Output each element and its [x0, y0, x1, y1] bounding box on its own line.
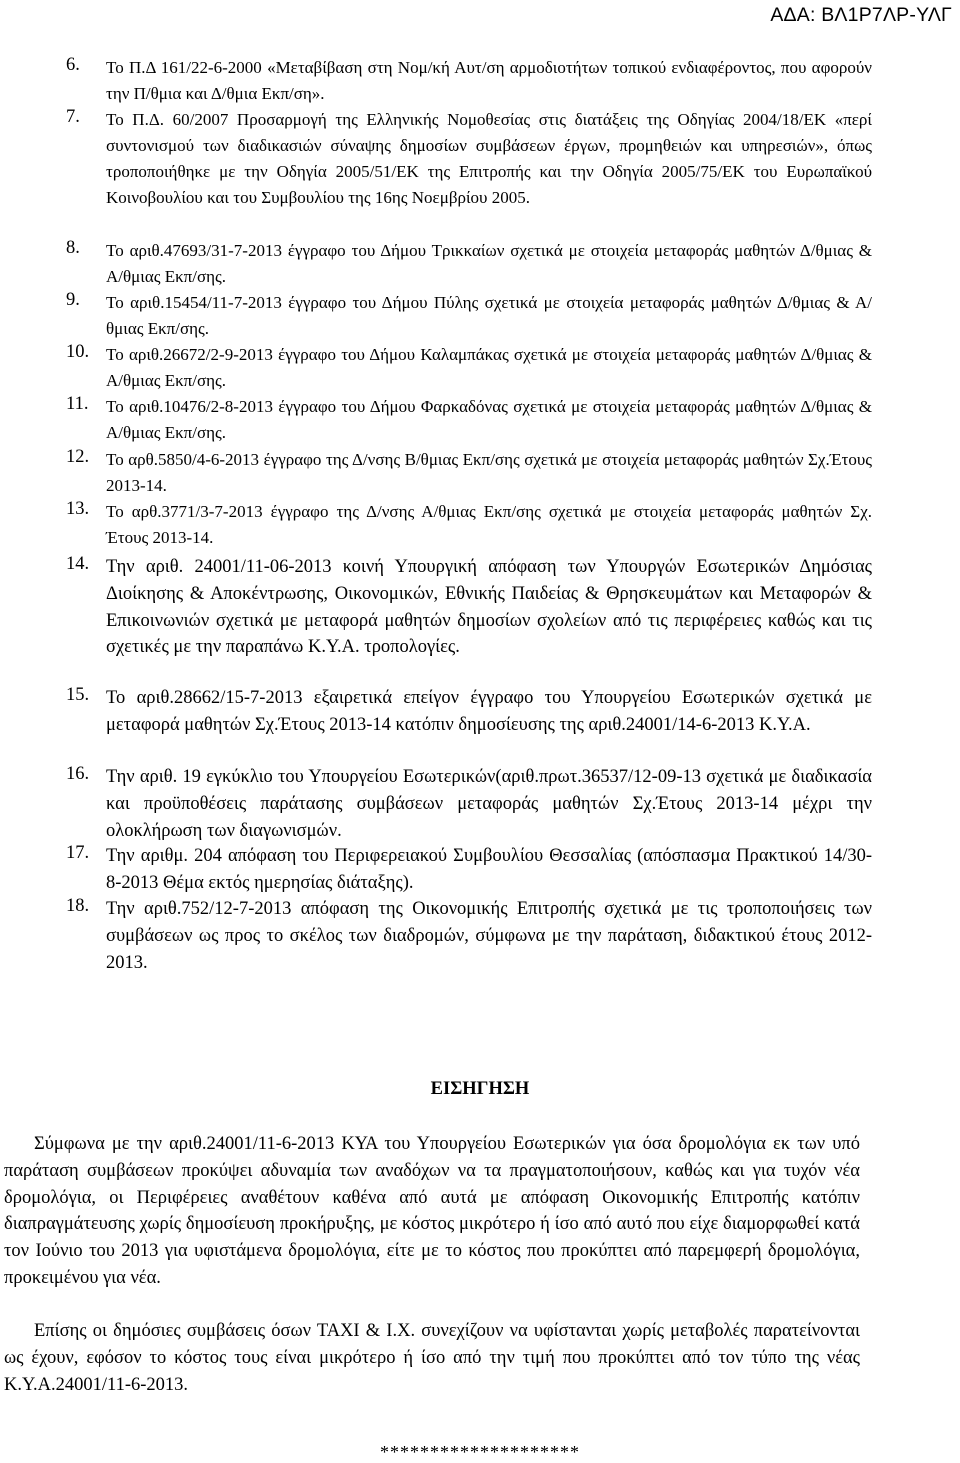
list-item — [66, 447, 872, 499]
item-number: 15. — [66, 685, 90, 705]
list-item — [66, 499, 872, 551]
item-text: Το αριθ.15454/11-7-2013 έγγραφο του Δήμου Πύλης σχετικά με στοιχεία μεταφοράς μαθητών Δ/θμιας & Α/θμιας Εκπ/σης. — [106, 293, 872, 338]
item-number: 16. — [66, 764, 90, 784]
item-text: Το Π.Δ 161/22-6-2000 «Μεταβίβαση στη Νομ/κή Αυτ/ση αρμοδιοτήτων τοπικού ενδιαφέροντος, που αφορούν την Π/θμια και Δ/θμια Εκπ/ση». — [106, 58, 872, 103]
list-item — [66, 554, 872, 661]
item-text: Το αριθ.10476/2-8-2013 έγγραφο του Δήμου Φαρκαδόνας σχετικά με στοιχεία μεταφοράς μαθητών Δ/θμιας & Α/θμιας Εκπ/σης. — [106, 397, 872, 442]
item-text: Την αριθμ. 204 απόφαση του Περιφερειακού Συμβουλίου Θεσσαλίας (απόσπασμα Πρακτικού 14/30-8-2013 Θέμα εκτός ημερησίας διάταξης). — [106, 846, 872, 893]
item-text: Την αριθ. 24001/11-06-2013 κοινή Υπουργική απόφαση των Υπουργών Εσωτερικών Δημόσιας Διοίκησης & Αποκέντρωσης, Οικονομικών, Εθνικής Παιδείας & Θρησκευμάτων και Μεταφορών & Επικοινωνιών σχετικά με μεταφορά μαθητών δημοσίων σχολείων από τις περιφέρειες καθώς και τις σχετικές με την παραπάνω Κ.Υ.Α. τροπολογίες. — [106, 557, 872, 658]
item-text: Το αριθ.28662/15-7-2013 εξαιρετικά επείγον έγγραφο του Υπουργείου Εσωτερικών σχετικά με μεταφορά μαθητών Σχ.Έτους 2013-14 κατόπιν δημοσίευσης της αριθ.24001/14-6-2013 Κ.Υ.Α. — [106, 688, 872, 735]
item-number: 7. — [66, 107, 80, 127]
item-text: Το αρθ.3771/3-7-2013 έγγραφο της Δ/νσης Α/θμιας Εκπ/σης σχετικά με στοιχεία μεταφοράς μαθητών Σχ. Έτους 2013-14. — [106, 502, 872, 547]
list-item — [66, 290, 872, 342]
item-number: 18. — [66, 896, 90, 916]
list-item — [66, 394, 872, 446]
paragraph: Σύμφωνα με την αριθ.24001/11-6-2013 ΚΥΑ του Υπουργείου Εσωτερικών για όσα δρομολόγια εκ των υπό παράταση συμβάσεων προκύψει αδυναμία των αναδόχων να τα πραγματοποιήσουν, καθώς και για τυχόν νέα δρομολόγια, οι Περιφέρειες αναθέτουν καθένα από αυτά με απόφαση Οικονομικής Επιτροπής κατόπιν διαπραγμάτευσης χωρίς δημοσίευση προκήρυξης, με κόστος μικρότερο ή ίσο από αυτό που είχε διαμορφωθεί κατά τον Ιούνιο του 2013 για υφιστάμενα δρομολόγια, είτε με το κόστος που προκύπτει από παρεμφερή δρομολόγια, προκειμένου για νέα. — [4, 1134, 860, 1288]
item-number: 6. — [66, 55, 80, 75]
list-item — [66, 342, 872, 394]
item-number: 9. — [66, 290, 80, 310]
item-text: Το αριθ.26672/2-9-2013 έγγραφο του Δήμου Καλαμπάκας σχετικά με στοιχεία μεταφοράς μαθητών Δ/θμιας & Α/θμιας Εκπ/σης. — [106, 345, 872, 390]
item-text: Το αριθ.47693/31-7-2013 έγγραφο του Δήμου Τρικκαίων σχετικά με στοιχεία μεταφοράς μαθητών Δ/θμιας & Α/θμιας Εκπ/σης. — [106, 241, 872, 286]
item-text: Την αριθ. 19 εγκύκλιο του Υπουργείου Εσωτερικών(αριθ.πρωτ.36537/12-09-13 σχετικά με διαδικασία και προϋποθέσεις παράτασης συμβάσεων μεταφοράς μαθητών Σχ.Έτους 2013-14 μέχρι την ολοκλήρωση των διαγωνισμών. — [106, 767, 872, 841]
list-item — [66, 843, 872, 897]
item-text: Το αρθ.5850/4-6-2013 έγγραφο της Δ/νσης Β/θμιας Εκπ/σης σχετικά με στοιχεία μεταφοράς μαθητών Σχ.Έτους 2013-14. — [106, 450, 872, 495]
item-number: 12. — [66, 447, 90, 467]
item-number: 17. — [66, 843, 90, 863]
item-number: 10. — [66, 342, 90, 362]
item-number: 14. — [66, 554, 90, 574]
list-item — [66, 238, 872, 290]
item-text: Την αριθ.752/12-7-2013 απόφαση της Οικονομικής Επιτροπής σχετικά με τις τροποποιήσεις των συμβάσεων ως προς το σκέλος των διαδρομών, σύμφωνα με την παράταση, διδακτικού έτους 2012-2013. — [106, 899, 872, 973]
ada-code: ΑΔΑ: ΒΛ1Ρ7ΛΡ-ΥΛΓ — [770, 4, 952, 26]
list-item — [66, 764, 872, 844]
item-number: 13. — [66, 499, 90, 519]
item-text: Το Π.Δ. 60/2007 Προσαρμογή της Ελληνικής Νομοθεσίας στις διατάξεις της Οδηγίας 2004/18/ΕΚ «περί συντονισμού των διαδικασιών σύναψης δημοσίων συμβάσεων έργων, προμηθειών και υπηρεσιών», όπως τροποποιήθηκε με την Οδηγία 2005/51/ΕΚ της Επιτροπής και την Οδηγία 2005/75/ΕΚ του Ευρωπαϊκού Κοινοβουλίου και του Συμβουλίου της 16ης Νοεμβρίου 2005. — [106, 110, 872, 207]
item-number: 11. — [66, 394, 89, 414]
closing-asterisks: ******************** — [380, 1442, 580, 1462]
item-number: 8. — [66, 238, 80, 258]
paragraph: Επίσης οι δημόσιες συμβάσεις όσων ΤΑΧΙ & Ι.Χ. συνεχίζουν να υφίστανται χωρίς μεταβολές παρατείνονται ως έχουν, εφόσον το κόστος τους είναι μικρότερο ή ίσο από την τιμή που προκύπτει από τον τύπο της νέας Κ.Υ.Α.24001/11-6-2013. — [4, 1321, 860, 1395]
list-item — [66, 55, 872, 107]
list-item — [66, 107, 872, 211]
list-item — [66, 685, 872, 739]
section-heading: ΕΙΣΗΓΗΣΗ — [430, 1079, 530, 1099]
list-item — [66, 896, 872, 976]
